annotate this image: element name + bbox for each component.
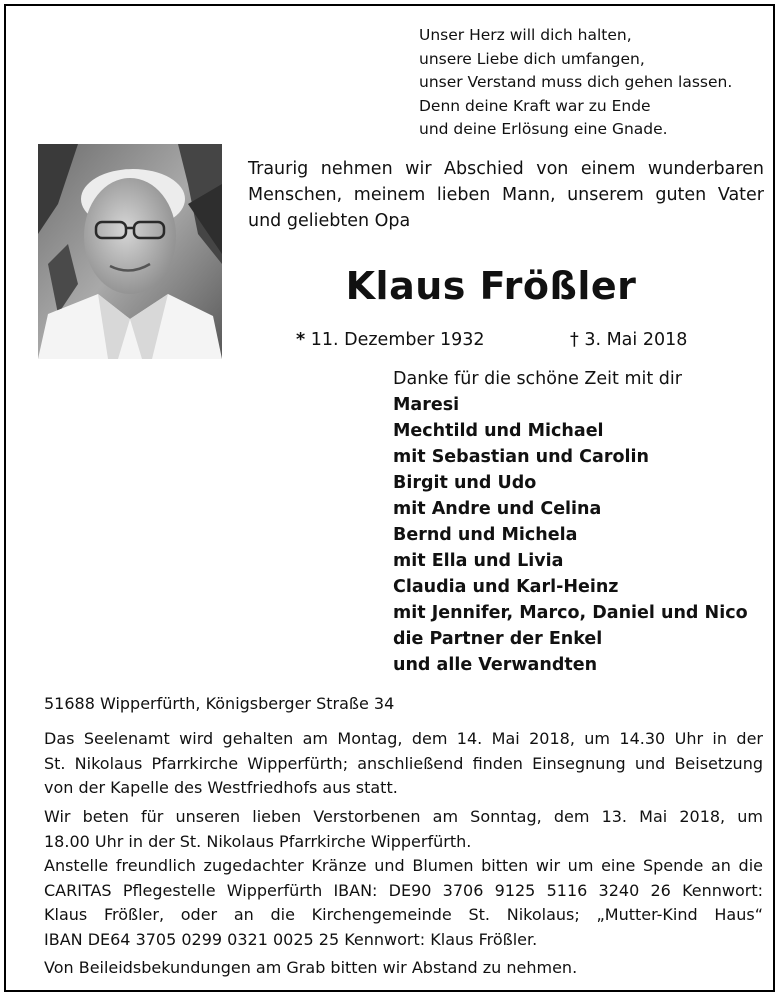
- signer-line: die Partner der Enkel: [393, 629, 603, 649]
- deceased-name: Klaus Frößler: [345, 264, 637, 308]
- poem-line: Unser Herz will dich halten,: [419, 26, 632, 44]
- condolence-notice: [44, 956, 763, 981]
- notice-line: von der Kapelle des Westfriedhofs aus statt.: [44, 778, 398, 797]
- notice-line: Das Seelenamt wird gehalten am Montag, dem 14. Mai 2018, um 14.30 Uhr in der: [44, 729, 763, 748]
- notice-line: IBAN DE64 3705 0299 0321 0025 25 Kennwort: Klaus Frößler.: [44, 929, 538, 949]
- poem-line: und deine Erlösung eine Gnade.: [419, 120, 668, 138]
- prayer-donation-notice: [44, 805, 763, 952]
- birth-date: 11. Dezember 1932: [310, 330, 485, 350]
- notice-line: Von Beileidsbekundungen am Grab bitten wir Abstand zu nehmen.: [44, 958, 578, 977]
- notice-line: Klaus Frößler, oder an die Kirchengemeinde St. Nikolaus; „Mutter-Kind Haus“: [44, 905, 763, 924]
- poem: [419, 24, 764, 142]
- thanks-line: Danke für die schöne Zeit mit dir: [393, 369, 682, 389]
- notice-line: St. Nikolaus Pfarrkirche Wipperfürth; anschließend finden Einsegnung und Beisetzung: [44, 753, 763, 773]
- notice-line: 18.00 Uhr in der St. Nikolaus Pfarrkirche Wipperfürth.: [44, 831, 472, 851]
- death-date-line: [570, 327, 687, 353]
- poem-line: unsere Liebe dich umfangen,: [419, 49, 645, 68]
- signer-line: mit Ella und Livia: [393, 551, 564, 571]
- signer-line: Claudia und Karl-Heinz: [393, 577, 619, 597]
- death-date: 3. Mai 2018: [584, 330, 688, 350]
- family-signatures: [393, 366, 763, 678]
- intro-line: und geliebten Opa: [248, 211, 411, 231]
- signer-line: Bernd und Michela: [393, 525, 578, 545]
- portrait-image: [38, 144, 222, 359]
- poem-line: unser Verstand muss dich gehen lassen.: [419, 73, 733, 91]
- intro-line: Menschen, meinem lieben Mann, unserem guten Vater: [248, 185, 764, 205]
- signer-line: mit Sebastian und Carolin: [393, 447, 649, 467]
- birth-date-line: [296, 327, 485, 353]
- intro-line: Traurig nehmen wir Abschied von einem wunderbaren: [248, 159, 764, 179]
- intro-text: [248, 156, 764, 234]
- signer-line: Birgit und Udo: [393, 473, 537, 493]
- signer-line: Mechtild und Michael: [393, 421, 604, 441]
- death-cross-icon: †: [570, 330, 579, 350]
- birth-star-icon: *: [296, 330, 306, 350]
- service-notice: [44, 727, 763, 801]
- portrait-photo: [38, 144, 222, 359]
- notice-line: Wir beten für unseren lieben Verstorbenen am Sonntag, dem 13. Mai 2018, um: [44, 807, 763, 826]
- poem-line: Denn deine Kraft war zu Ende: [419, 96, 651, 115]
- signer-line: Maresi: [393, 395, 460, 415]
- signer-line: mit Jennifer, Marco, Daniel und Nico: [393, 603, 748, 623]
- signer-line: mit Andre und Celina: [393, 499, 602, 519]
- family-address: 51688 Wipperfürth, Königsberger Straße 34: [44, 694, 395, 713]
- notice-line: Anstelle freundlich zugedachter Kränze und Blumen bitten wir um eine Spende an die: [44, 856, 763, 875]
- signer-line: und alle Verwandten: [393, 655, 598, 675]
- notice-line: CARITAS Pflegestelle Wipperfürth IBAN: DE90 3706 9125 5116 3240 26 Kennwort:: [44, 880, 763, 900]
